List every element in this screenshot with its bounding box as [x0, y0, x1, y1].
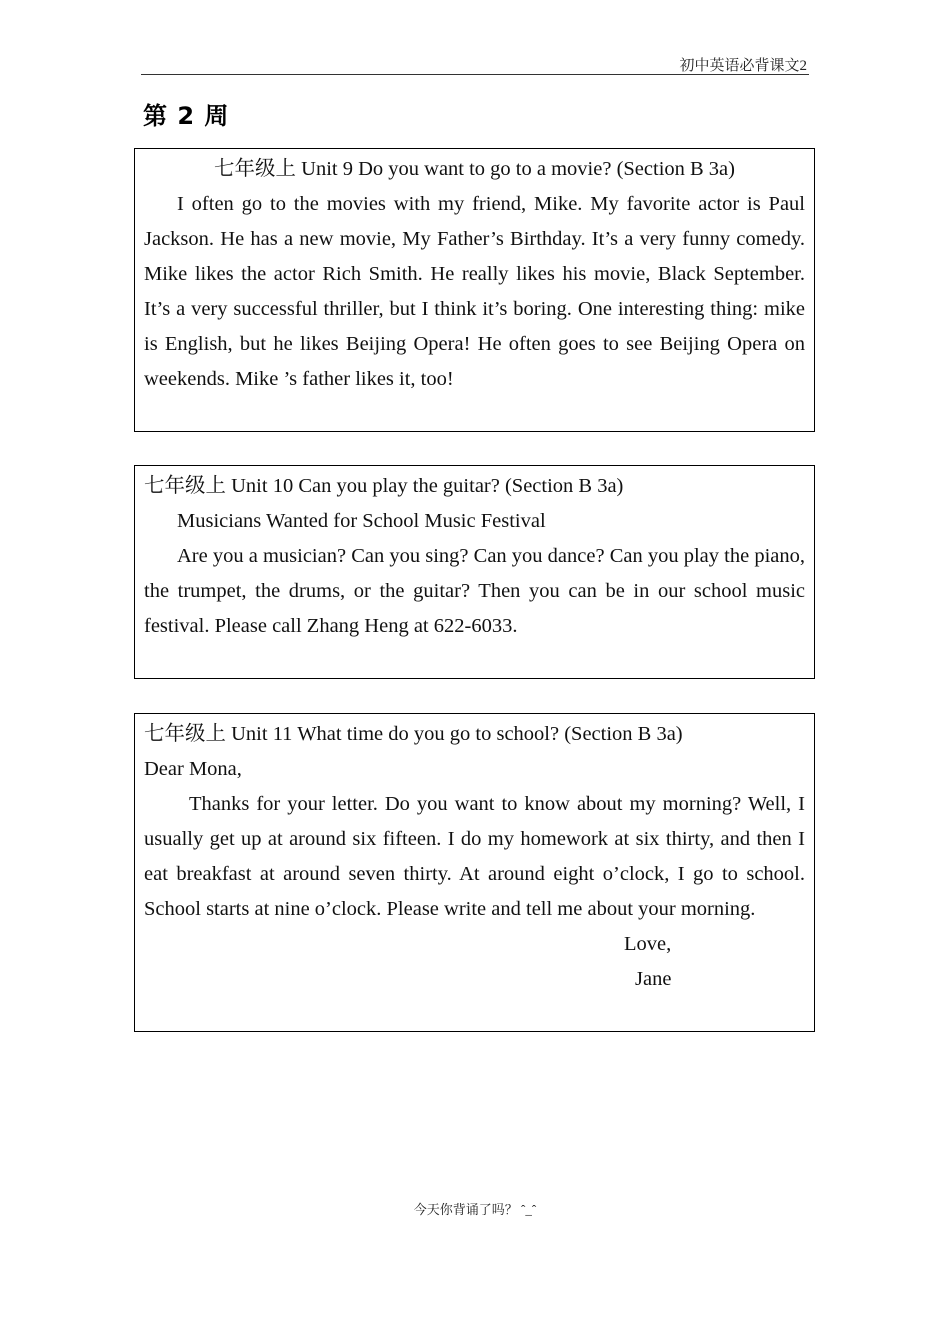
- section-body: Thanks for your letter. Do you want to know about my morning? Well, I usually get up at around six fifteen. I do my homework at six thirty, and then I eat breakfast at around seven thirty. At around eight o’clock, I go to school. School starts at nine o’clock. Please write and tell me about your morning.: [144, 793, 805, 920]
- section-heading: 七年级上 Unit 11 What time do you go to school? (Section B 3a): [144, 723, 683, 745]
- week-title: 第 2 周: [143, 102, 230, 130]
- section-body: Are you a musician? Can you sing? Can you dance? Can you play the piano, the trumpet, the drums, or the guitar? Then you can be in our school music festival. Please call Zhang Heng at 622-6033.: [144, 545, 805, 637]
- letter-greeting: Dear Mona,: [144, 758, 242, 780]
- section-subtitle: Musicians Wanted for School Music Festival: [177, 510, 546, 532]
- section-heading: 七年级上 Unit 9 Do you want to go to a movie? (Section B 3a): [214, 158, 735, 180]
- section-heading: 七年级上 Unit 10 Can you play the guitar? (Section B 3a): [144, 475, 624, 497]
- letter-closing: Love,: [624, 933, 672, 955]
- page-footer: 今天你背诵了吗？ ˆ_ˆ: [413, 1202, 537, 1217]
- section-body: I often go to the movies with my friend, Mike. My favorite actor is Paul Jackson. He has a new movie, My Father’s Birthday. It’s a very funny comedy. Mike likes the actor Rich Smith. He really likes his movie, Black September. It’s a very successful thriller, but I think it’s boring. One interesting thing: mike is English, but he likes Beijing Opera! He often goes to see Beijing Opera on weekends. Mike ’s father likes it, too!: [144, 193, 805, 390]
- running-header: 初中英语必背课文2: [679, 58, 807, 74]
- letter-signature: Jane: [635, 968, 672, 990]
- text-box-unit-11: [134, 713, 815, 1032]
- text-box-unit-9: [134, 148, 815, 432]
- text-box-unit-10: [134, 465, 815, 679]
- header-divider: [141, 74, 809, 75]
